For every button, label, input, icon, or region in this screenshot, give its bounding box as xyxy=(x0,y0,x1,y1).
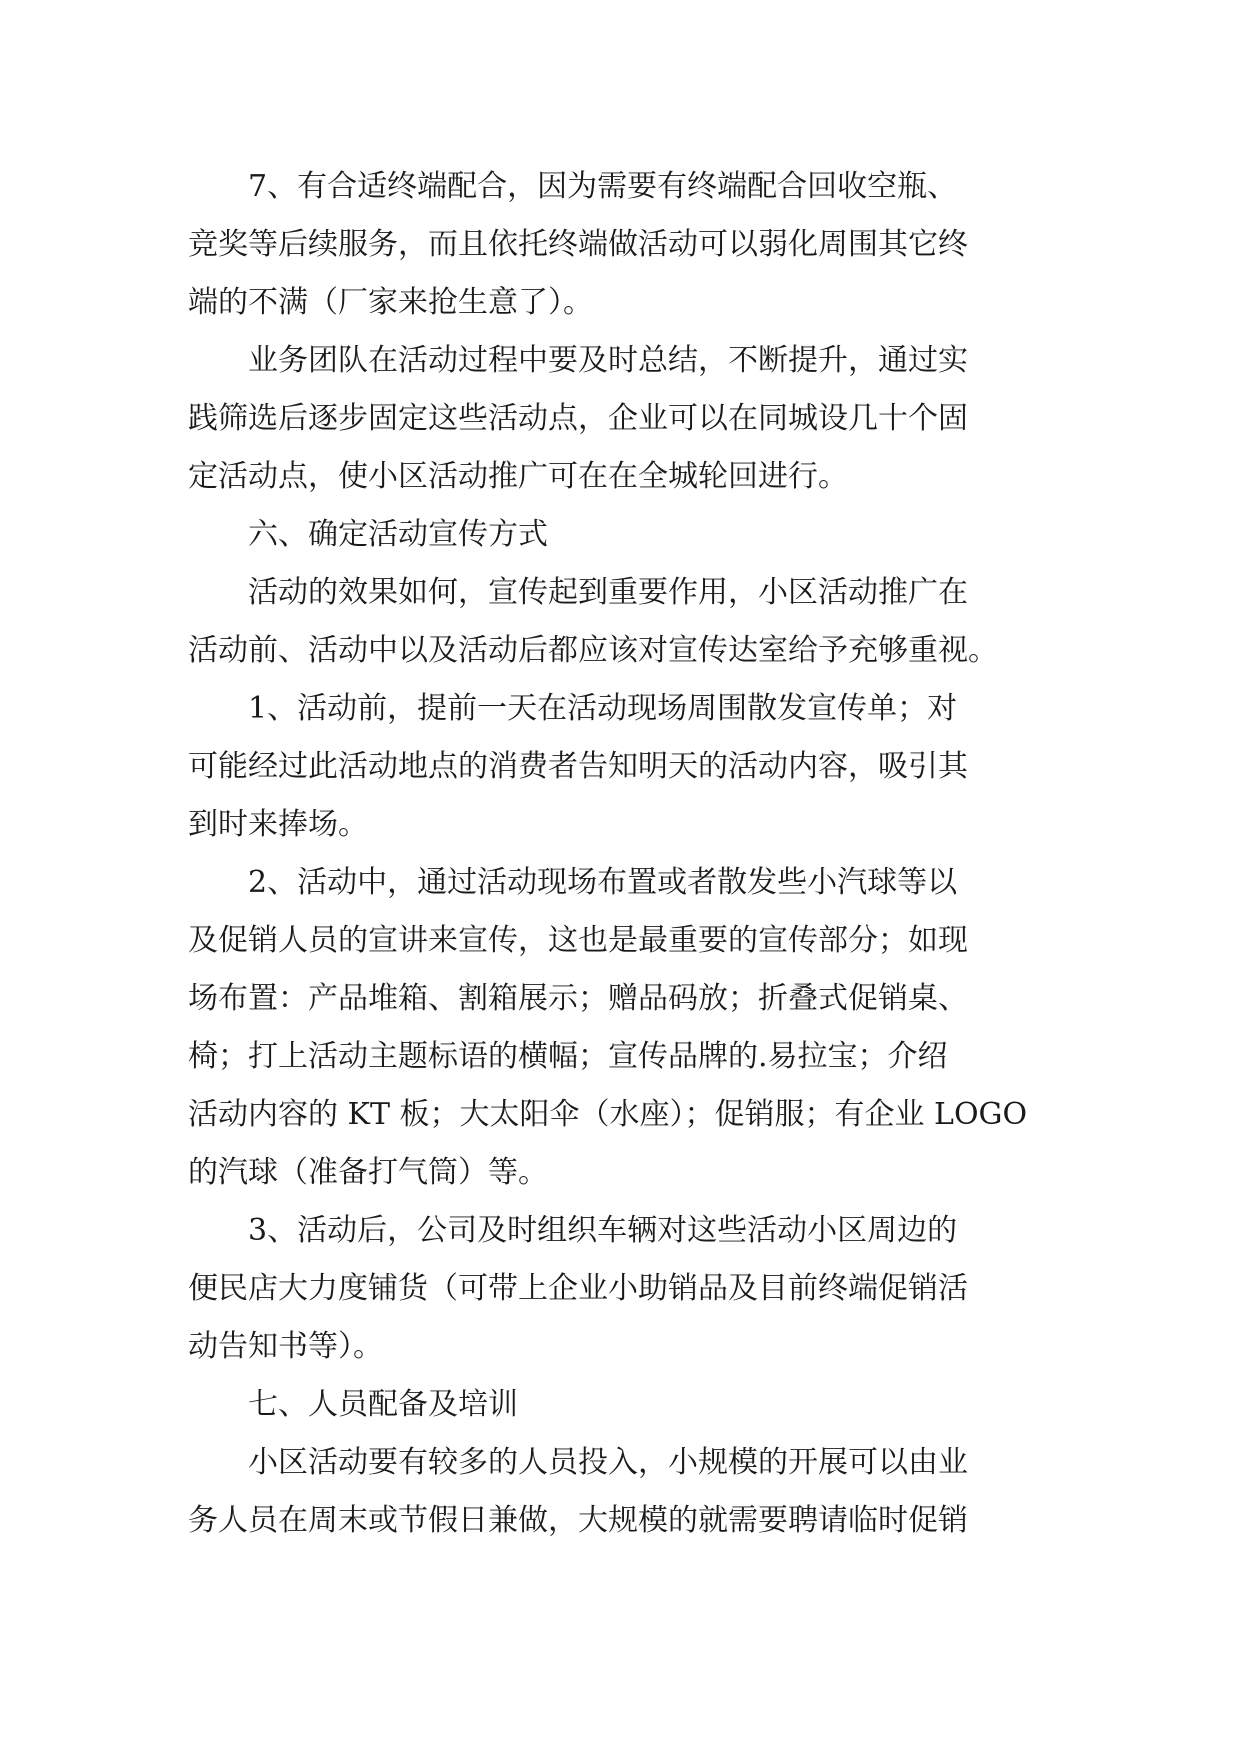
text-line: 3、活动后，公司及时组织车辆对这些活动小区周边的 xyxy=(188,1213,958,1248)
heading-line: 七、人员配备及培训 xyxy=(188,1387,518,1422)
paragraph-item-1 xyxy=(188,680,1058,854)
paragraph-item-2 xyxy=(188,854,1058,1202)
section-heading-6 xyxy=(188,506,1058,564)
text-line: 活动的效果如何，宣传起到重要作用，小区活动推广在 xyxy=(188,575,968,610)
text-line: 7、有合适终端配合，因为需要有终端配合回收空瓶、 xyxy=(188,169,958,204)
text-line: 活动前、活动中以及活动后都应该对宣传达室给予充够重视。 xyxy=(188,633,998,668)
text-line: 端的不满（厂家来抢生意了）。 xyxy=(188,285,593,320)
heading-line: 六、确定活动宣传方式 xyxy=(188,517,548,552)
paragraph-team-summary xyxy=(188,332,1058,506)
text-line: 活动内容的 KT 板；大太阳伞（水座）；促销服；有企业 LOGO xyxy=(188,1097,1028,1132)
text-line: 2、活动中，通过活动现场布置或者散发些小汽球等以 xyxy=(188,865,958,900)
text-line: 践筛选后逐步固定这些活动点，企业可以在同城设几十个固 xyxy=(188,401,968,436)
text-line: 场布置：产品堆箱、割箱展示；赠品码放；折叠式促销桌、 xyxy=(188,981,968,1016)
text-line: 到时来捧场。 xyxy=(188,807,368,842)
text-line: 及促销人员的宣讲来宣传，这也是最重要的宣传部分；如现 xyxy=(188,923,968,958)
text-line: 业务团队在活动过程中要及时总结，不断提升，通过实 xyxy=(188,343,968,378)
text-line: 定活动点，使小区活动推广可在在全城轮回进行。 xyxy=(188,459,848,494)
text-line: 1、活动前，提前一天在活动现场周围散发宣传单；对 xyxy=(188,691,958,726)
text-line: 椅；打上活动主题标语的横幅；宣传品牌的.易拉宝；介绍 xyxy=(188,1039,948,1074)
text-line: 的汽球（准备打气筒）等。 xyxy=(188,1155,548,1190)
text-line: 务人员在周末或节假日兼做，大规模的就需要聘请临时促销 xyxy=(188,1503,968,1538)
text-line: 便民店大力度铺货（可带上企业小助销品及目前终端促销活 xyxy=(188,1271,968,1306)
paragraph-item-7 xyxy=(188,158,1058,332)
text-line: 小区活动要有较多的人员投入，小规模的开展可以由业 xyxy=(188,1445,968,1480)
paragraph-staffing xyxy=(188,1434,1058,1550)
text-line: 可能经过此活动地点的消费者告知明天的活动内容，吸引其 xyxy=(188,749,968,784)
document-body xyxy=(188,158,1058,1550)
text-line: 动告知书等）。 xyxy=(188,1329,383,1364)
text-line: 竞奖等后续服务，而且依托终端做活动可以弱化周围其它终 xyxy=(188,227,968,262)
paragraph-item-3 xyxy=(188,1202,1058,1376)
section-heading-7 xyxy=(188,1376,1058,1434)
paragraph-promotion-intro xyxy=(188,564,1058,680)
